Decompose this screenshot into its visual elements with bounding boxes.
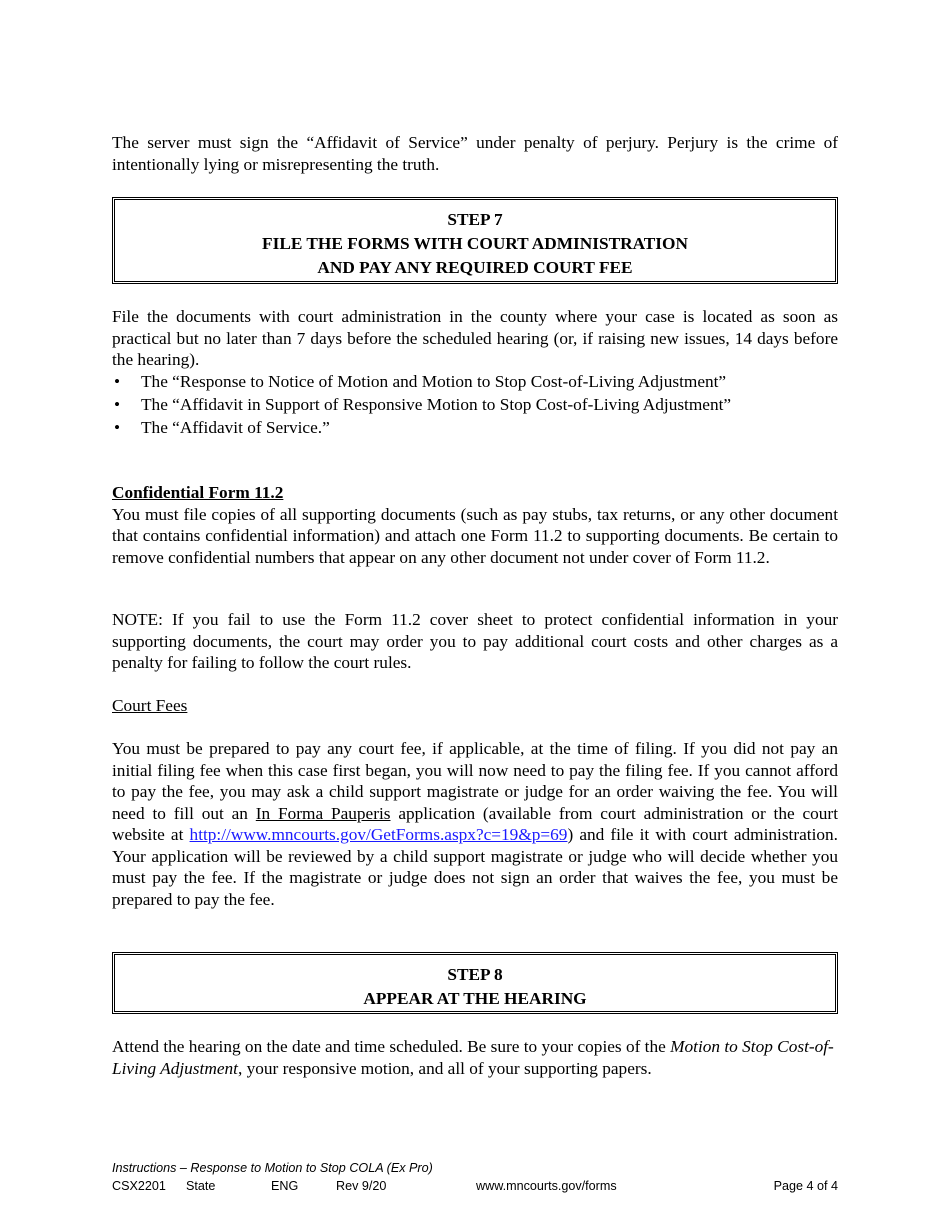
confidential-text: You must file copies of all supporting documents (such as pay stubs, tax returns, or any other document that contains confidential information) and attach one Form 11.2 to supporting documents. Be certain to remove confidential numbers that appear on any other document not under cover of Form 11.2.: [112, 504, 838, 567]
in-forma-pauperis-term: In Forma Pauperis: [255, 803, 391, 823]
motion-title: Motion to Stop Cost-of-Living Adjustment: [112, 1037, 834, 1078]
intro-text: The server must sign the “Affidavit of Service” under penalty of perjury. Perjury is the crime of intentionally lying or misrepresenting the truth.: [112, 133, 838, 174]
list-item: • The “Affidavit of Service.”: [112, 416, 838, 439]
court-forms-link[interactable]: http://www.mncourts.gov/GetForms.aspx?c=19&p=69: [189, 825, 568, 844]
intro-paragraph: [112, 132, 838, 175]
list-item: • The “Affidavit in Support of Responsive Motion to Stop Cost-of-Living Adjustment”: [112, 393, 838, 416]
court-fees-text-part3: ) and file it with court administration. Your application will be reviewed by a child support magistrate or judge who will decide whether you must pay the fee. If the magistrate or judge does not sign an order that waives the fee, you must be prepared to pay the fee.: [112, 825, 838, 909]
court-fees-heading: Court Fees: [112, 696, 188, 715]
footer-revision: Rev 9/20: [336, 1179, 387, 1193]
list-item: • The “Response to Notice of Motion and Motion to Stop Cost-of-Living Adjustment”: [112, 370, 838, 393]
note-paragraph: [112, 609, 838, 674]
step8-box: [112, 952, 838, 1014]
hearing-text-part1: Attend the hearing on the date and time scheduled. Be sure to your copies of the: [112, 1037, 671, 1056]
filing-text: File the documents with court administration in the county where your case is located as soon as practical but no later than 7 days before the scheduled hearing (or, if raising new issues, 14 days before the hearing).: [112, 307, 838, 369]
court-fees-text-part2: application (available from court administration or the court website at: [112, 803, 838, 844]
step8-number: STEP 8: [447, 965, 503, 984]
court-fees-text: [112, 738, 838, 910]
footer-jurisdiction: State: [186, 1179, 216, 1193]
footer-form-id: CSX2201: [112, 1179, 166, 1193]
step8-title: APPEAR AT THE HEARING: [363, 989, 587, 1008]
footer-language: ENG: [271, 1179, 299, 1193]
note-text: NOTE: If you fail to use the Form 11.2 cover sheet to protect confidential information in your supporting documents, the court may order you to pay additional court costs and other charges as a penalty for failing to follow the court rules.: [112, 610, 838, 672]
hearing-text: [112, 1036, 838, 1079]
footer-title: Instructions – Response to Motion to Stop COLA (Ex Pro): [112, 1161, 433, 1175]
court-fees-paragraph: [112, 738, 838, 910]
confidential-heading: Confidential Form 11.2: [112, 483, 284, 502]
court-fees-text-part1: You must be prepared to pay any court fee, if applicable, at the time of filing. If you did not pay an initial filing fee when this case first began, you will now need to pay the filing fee. If you cannot afford to pay the fee, you may ask a child support magistrate or judge for an order waiving the fee. You will need to fill out an: [112, 739, 838, 823]
court-fees-heading-block: [112, 695, 838, 717]
footer-website: www.mncourts.gov/forms: [476, 1179, 617, 1193]
step7-title-line2: AND PAY ANY REQUIRED COURT FEE: [317, 258, 633, 277]
step7-box: [112, 197, 838, 284]
hearing-paragraph: [112, 1036, 838, 1079]
hearing-text-part2: , your responsive motion, and all of your supporting papers.: [237, 1058, 652, 1078]
step7-number: STEP 7: [447, 210, 503, 229]
step7-title-line1: FILE THE FORMS WITH COURT ADMINISTRATION: [262, 234, 688, 253]
filing-document-list: [112, 370, 838, 439]
footer-page-number: Page 4 of 4: [773, 1179, 838, 1193]
confidential-section: [112, 482, 838, 568]
filing-paragraph: [112, 306, 838, 371]
